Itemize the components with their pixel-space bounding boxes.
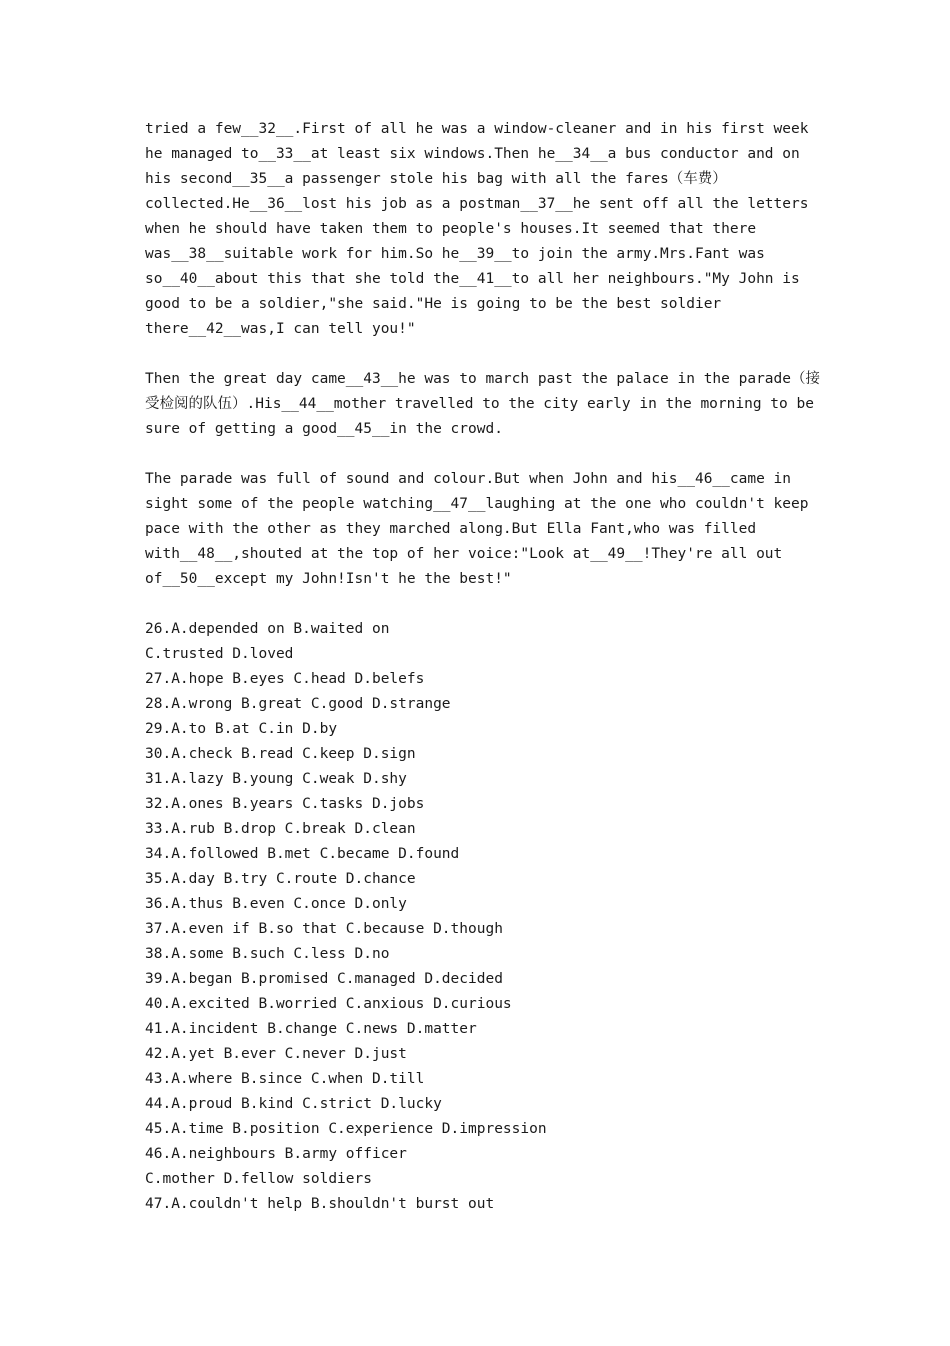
text-line: Then the great day came__43__he was to march past the palace in the parade（接 [145,371,821,387]
text-line: sight some of the people watching__47__laughing at the one who couldn't keep [145,496,809,512]
option-line: 30.A.check B.read C.keep D.sign [145,746,416,762]
option-line: 47.A.couldn't help B.shouldn't burst out [145,1196,495,1212]
text-line: so__40__about this that she told the__41__to all her neighbours."My John is [145,271,800,287]
passage-paragraph-2 [145,367,821,442]
text-line: he managed to__33__at least six windows.Then he__34__a bus conductor and on [145,146,800,162]
option-line: 40.A.excited B.worried C.anxious D.curious [145,996,512,1012]
text-line: there__42__was,I can tell you!" [145,321,416,337]
option-line: C.mother D.fellow soldiers [145,1171,372,1187]
option-line: 26.A.depended on B.waited on [145,621,390,637]
option-line: 41.A.incident B.change C.news D.matter [145,1021,477,1037]
document-page [145,117,821,1217]
option-line: 44.A.proud B.kind C.strict D.lucky [145,1096,442,1112]
option-line: 27.A.hope B.eyes C.head D.belefs [145,671,425,687]
text-line: 受检阅的队伍）.His__44__mother travelled to the city early in the morning to be [145,396,814,412]
option-line: 38.A.some B.such C.less D.no [145,946,390,962]
option-line: 35.A.day B.try C.route D.chance [145,871,416,887]
option-line: 29.A.to B.at C.in D.by [145,721,338,737]
passage-paragraph-3 [145,467,815,592]
text-line: was__38__suitable work for him.So he__39__to join the army.Mrs.Fant was [145,246,765,262]
text-line: of__50__except my John!Isn't he the best!" [145,571,512,587]
option-line: 43.A.where B.since C.when D.till [145,1071,425,1087]
text-line: collected.He__36__lost his job as a postman__37__he sent off all the letters [145,196,809,212]
option-line: 42.A.yet B.ever C.never D.just [145,1046,407,1062]
text-line: with__48__,shouted at the top of her voice:"Look at__49__!They're all out [145,546,783,562]
option-line: C.trusted D.loved [145,646,294,662]
text-line: tried a few__32__.First of all he was a window-cleaner and in his first week [145,121,809,137]
text-line: The parade was full of sound and colour.But when John and his__46__came in [145,471,792,487]
passage-paragraph-1 [145,117,815,342]
answer-options-list [145,617,815,1217]
option-line: 32.A.ones B.years C.tasks D.jobs [145,796,425,812]
option-line: 37.A.even if B.so that C.because D.though [145,921,503,937]
option-line: 34.A.followed B.met C.became D.found [145,846,460,862]
option-line: 39.A.began B.promised C.managed D.decided [145,971,503,987]
option-line: 31.A.lazy B.young C.weak D.shy [145,771,407,787]
text-line: his second__35__a passenger stole his bag with all the fares（车费） [145,171,727,187]
text-line: pace with the other as they marched along.But Ella Fant,who was filled [145,521,757,537]
option-line: 46.A.neighbours B.army officer [145,1146,407,1162]
text-line: when he should have taken them to people's houses.It seemed that there [145,221,757,237]
text-line: sure of getting a good__45__in the crowd. [145,421,503,437]
option-line: 36.A.thus B.even C.once D.only [145,896,407,912]
option-line: 28.A.wrong B.great C.good D.strange [145,696,451,712]
option-line: 33.A.rub B.drop C.break D.clean [145,821,416,837]
text-line: good to be a soldier,"she said."He is going to be the best soldier [145,296,722,312]
option-line: 45.A.time B.position C.experience D.impression [145,1121,547,1137]
